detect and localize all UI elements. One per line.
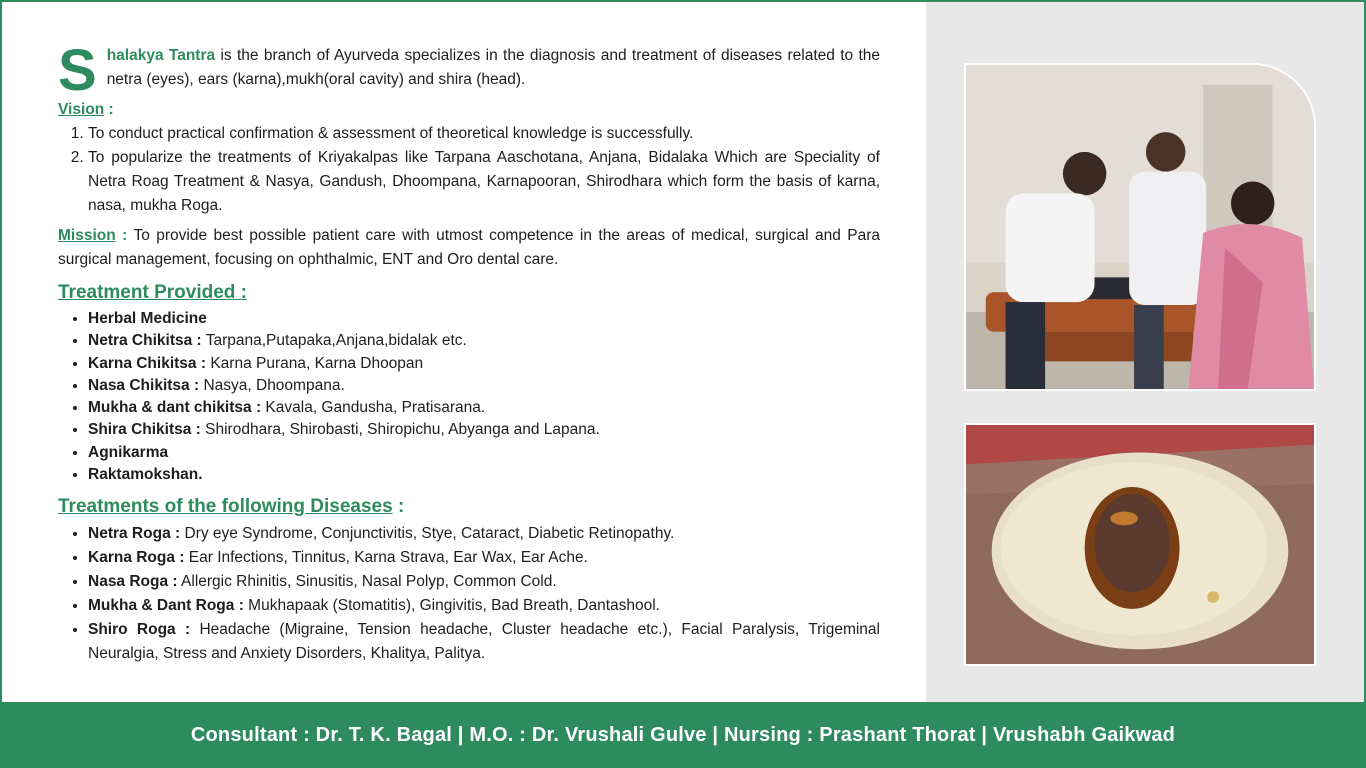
disease-item: • Shiro Roga : Headache (Migraine, Tension headache, Cluster headache etc.), Facial Paralysis, Trigeminal Neuralgia, Stress and Anxiety Disorders, Khalitya, Palitya. [88,618,880,666]
vision-label: Vision [58,101,105,118]
treatment-item: • Nasa Chikitsa : Nasya, Dhoompana. [88,375,880,397]
vision-colon: : [104,101,114,118]
treatment-item: • Agnikarma [88,442,880,464]
treatments-title: Treatment Provided : [58,282,247,303]
mission-colon: : [115,227,128,244]
intro-text: is the branch of Ayurveda specializes in the diagnosis and treatment of diseases related to the netra (eyes), ears (karna),mukh(oral cavity) and shira (head). [106,47,881,88]
treatment-item: • Netra Chikitsa : Tarpana,Putapaka,Anjana,bidalak etc. [88,330,880,352]
mission-label: Mission [58,227,116,244]
treatment-item: • Shira Chikitsa : Shirodhara, Shirobasti, Shiropichu, Abyanga and Lapana. [88,419,880,441]
intro-paragraph [58,38,881,103]
intro-term: halakya Tantra [106,47,216,64]
mission-paragraph [58,224,880,272]
treatment-item: • Karna Chikitsa : Karna Purana, Karna Dhoopan [88,353,880,375]
netra-tarpana-photo [964,423,1316,666]
disease-item: • Nasa Roga : Allergic Rhinitis, Sinusitis, Nasal Polyp, Common Cold. [88,570,880,594]
treatment-item: • Herbal Medicine [88,308,880,330]
mission-text: To provide best possible patient care with utmost competence in the areas of medical, surgical and Para surgical management, focusing on ophthalmic, ENT and Oro dental care. [58,227,881,268]
disease-item: • Mukha & Dant Roga : Mukhapaak (Stomatitis), Gingivitis, Bad Breath, Dantashool. [88,594,880,618]
treatment-item: • Mukha & dant chikitsa : Kavala, Gandusha, Pratisarana. [88,397,880,419]
vision-item: 2. To popularize the treatments of Kriyakalpas like Tarpana Aaschotana, Anjana, Bidalaka Which are Speciality of Netra Roag Treatment & Nasya, Gandush, Dhoompana, Karnapooran, Shirodhara which form the basis of karna, nasa, mukha Roga. [88,146,880,218]
treatment-room-photo [964,63,1316,391]
main-content [58,38,881,666]
diseases-title: Treatments of the following Diseases : [58,496,405,518]
diseases-list [58,522,880,666]
disease-item: • Netra Roga : Dry eye Syndrome, Conjunctivitis, Stye, Cataract, Diabetic Retinopathy. [88,522,880,546]
drop-cap: S [58,38,97,103]
vision-list [58,122,880,218]
footer-bar [0,702,1366,768]
vision-item: 1. To conduct practical confirmation & assessment of theoretical knowledge is successfully. [88,122,880,146]
tarpana-illustration [966,425,1314,664]
treatment-room-illustration [966,65,1314,389]
vision-heading [58,98,880,122]
treatments-list [58,308,880,486]
disease-item: • Karna Roga : Ear Infections, Tinnitus, Karna Strava, Ear Wax, Ear Ache. [88,546,880,570]
treatment-item: • Raktamokshan. [88,464,880,486]
staff-credits: Consultant : Dr. T. K. Bagal | M.O. : Dr. Vrushali Gulve | Nursing : Prashant Thorat | Vrushabh Gaikwad [190,723,1176,746]
